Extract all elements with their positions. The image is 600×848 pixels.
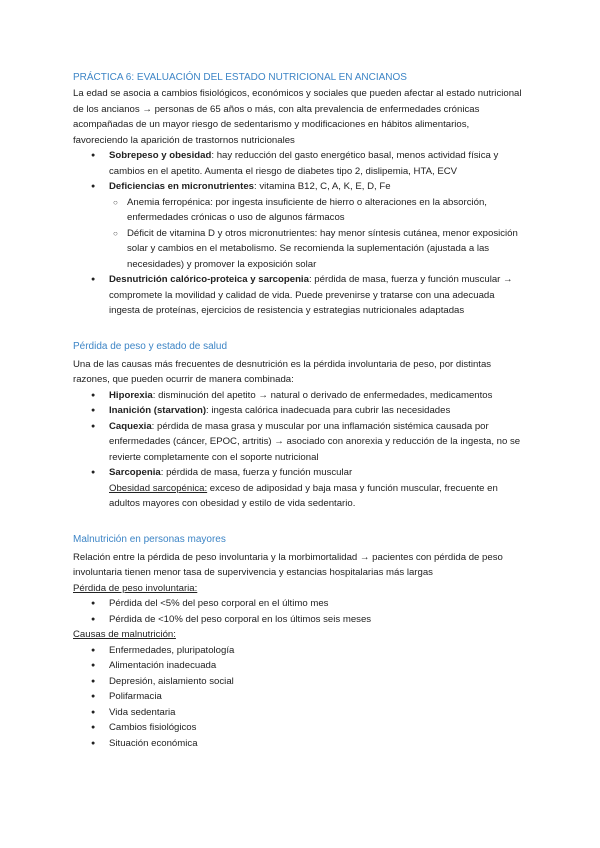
list-item-term: Desnutrición calórico-proteica y sarcopenia: [109, 274, 309, 285]
list-item: ● Alimentación inadecuada: [73, 658, 525, 674]
section-heading-malnutrition: Malnutrición en personas mayores: [73, 533, 226, 545]
list-item: [73, 419, 525, 466]
list-item: [73, 388, 525, 404]
sarcopenic-obesity-note: [109, 481, 525, 512]
list-item-term: Sarcopenia: [109, 467, 161, 478]
section-heading-weight-loss: Pérdida de peso y estado de salud: [73, 340, 227, 352]
list-item: ● Pérdida de <10% del peso corporal en los últimos seis meses: [73, 612, 525, 628]
nutrition-problems-list: [73, 148, 525, 319]
list-item: [73, 403, 525, 419]
malnutrition-causes-list: [73, 643, 525, 752]
list-item-term: Inanición (starvation): [109, 405, 207, 416]
list-item-text: : ingesta calórica inadecuada para cubrir las necesidades: [206, 405, 451, 416]
subheading-causes: Causas de malnutrición:: [73, 629, 176, 640]
sublist-item: ○ Anemia ferropénica: por ingesta insuficiente de hierro o alteraciones en la absorción, enfermedades crónicas o uso de algunos fármacos: [91, 195, 525, 226]
list-item-term: Sobrepeso y obesidad: [109, 150, 212, 161]
list-item: [73, 179, 525, 272]
list-item-term: Caquexia: [109, 420, 152, 432]
section-intro: Relación entre la pérdida de peso involuntaria y la morbimortalidad → pacientes con pérdida de peso involuntaria tienen menor tasa de supervivencia y estancias hospitalarias más largas: [73, 551, 503, 578]
document-content: [73, 70, 525, 751]
subheading-weight-loss: Pérdida de peso involuntaria:: [73, 582, 198, 594]
list-item-text: : pérdida de masa grasa y muscular por una inflamación sistémica causada por enfermedades (cáncer, EPOC, artritis) → asociado con anorexia y reducción de la ingesta, no se revierte completamente con el soporte nutricional: [109, 420, 521, 463]
weight-loss-criteria-list: [73, 596, 525, 627]
section-intro: Una de las causas más frecuentes de desnutrición es la pérdida involuntaria de peso, por distintas razones, que pueden ocurrir de manera combinada:: [73, 358, 492, 385]
list-item-text: : disminución del apetito → natural o derivado de enfermedades, medicamentos: [152, 389, 493, 401]
list-item: [73, 148, 525, 179]
sublist-item: ○ Déficit de vitamina D y otros micronutrientes: hay menor síntesis cutánea, menor exposición solar y cambios en el metabolismo. Se recomienda la suplementación (ajustada a las necesidades) y promover la exposición solar: [91, 226, 525, 273]
list-item: [73, 272, 525, 319]
list-item-term: Deficiencias en micronutrientes: [109, 181, 255, 192]
micronutrient-sublist: [91, 195, 525, 273]
note-term: Obesidad sarcopénica:: [109, 482, 208, 494]
list-item-text: : vitamina B12, C, A, K, E, D, Fe: [254, 181, 391, 192]
list-item-text: : pérdida de masa, fuerza y función muscular → compromete la movilidad y calidad de vida. Puede prevenirse y tratarse con una adecuada ingesta de proteínas, ejercicios de resistencia y estrategias nutricionales adaptadas: [109, 274, 513, 316]
list-item: ● Polifarmacia: [73, 689, 525, 705]
list-item: ● Pérdida del <5% del peso corporal en el último mes: [73, 596, 525, 612]
note-text: exceso de adiposidad y baja masa y función muscular, frecuente en adultos mayores con obesidad y estilo de vida sedentario.: [109, 482, 498, 509]
page-title: PRÁCTICA 6: EVALUACIÓN DEL ESTADO NUTRICIONAL EN ANCIANOS: [73, 72, 407, 83]
list-item: ● Cambios fisiológicos: [73, 720, 525, 736]
list-item-text: : pérdida de masa, fuerza y función muscular: [160, 467, 353, 478]
list-item: ● Depresión, aislamiento social: [73, 674, 525, 690]
list-item-text: : hay reducción del gasto energético basal, menos actividad física y cambios en el apetito. Aumenta el riesgo de diabetes tipo 2, dislipemia, HTA, ECV: [109, 150, 499, 177]
list-item: ● Vida sedentaria: [73, 705, 525, 721]
list-item: ● Situación económica: [73, 736, 525, 752]
intro-paragraph: La edad se asocia a cambios fisiológicos, económicos y sociales que pueden afectar al estado nutricional de los ancianos → personas de 65 años o más, con alta prevalencia de enfermedades crónicas acompañadas de un mayor riesgo de sedentarismo y modificaciones en hábitos alimentarios, favoreciendo la aparición de trastornos nutricionales: [73, 88, 522, 146]
list-item: [73, 465, 525, 512]
list-item-term: Hiporexia: [109, 389, 153, 401]
list-item: ● Enfermedades, pluripatología: [73, 643, 525, 659]
weight-loss-causes-list: [73, 388, 525, 512]
